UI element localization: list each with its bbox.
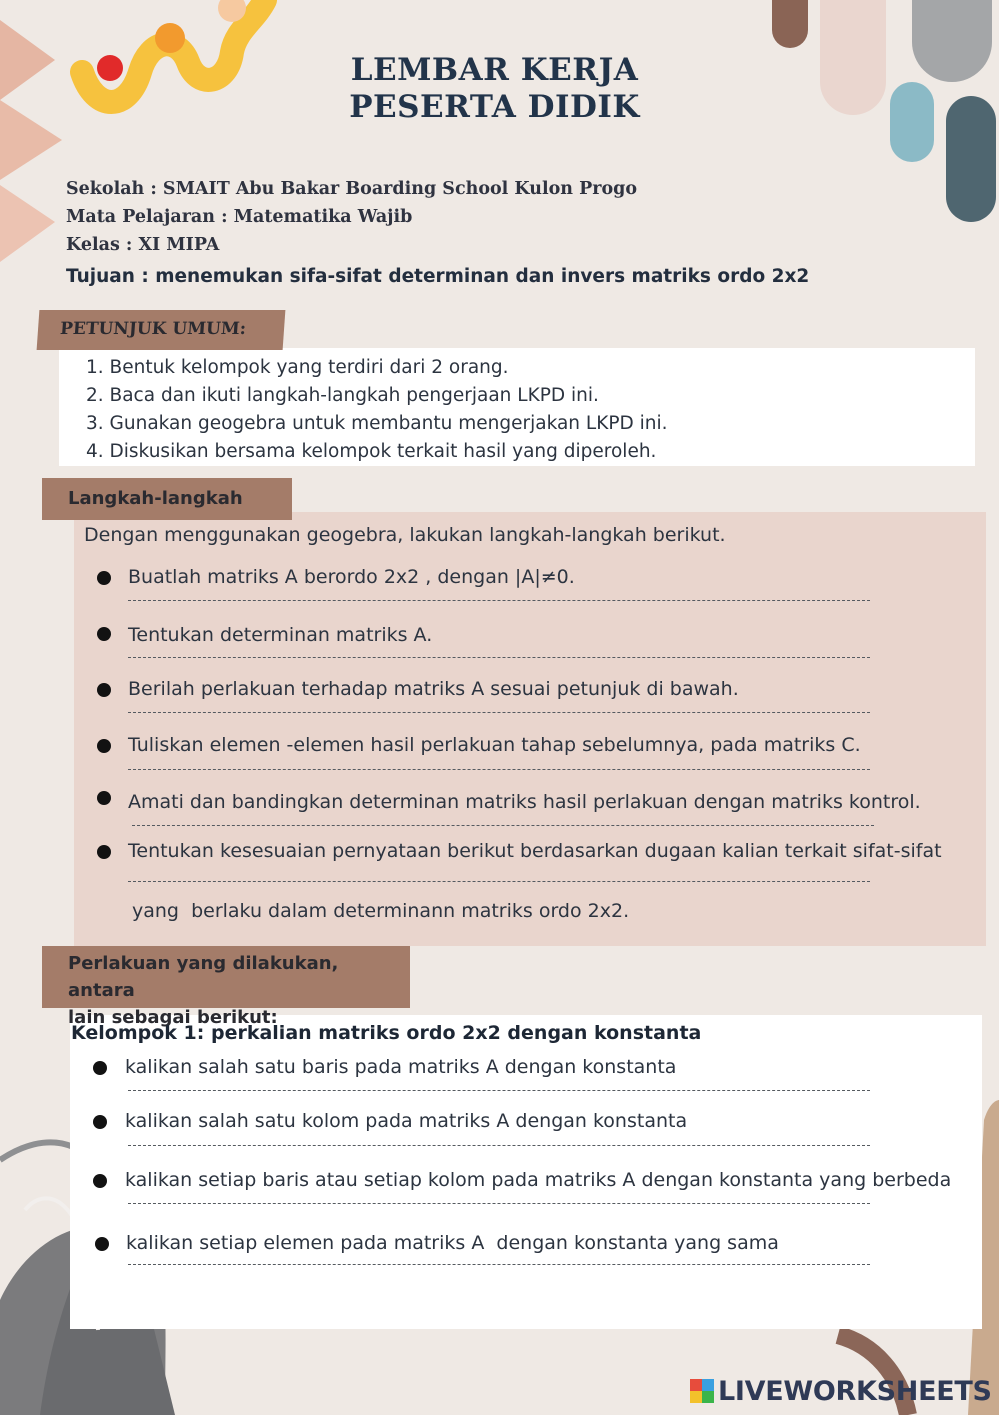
treatments-heading-line-2: lain sebagai berikut:	[68, 1007, 278, 1028]
instruction-item: 4. Diskusikan bersama kelompok terkait hasil yang diperoleh.	[86, 441, 657, 462]
step-item-continuation: yang berlaku dalam determinann matriks ordo 2x2.	[132, 900, 630, 922]
answer-line[interactable]	[128, 657, 870, 658]
instructions-list	[86, 354, 668, 466]
title-line-1: LEMBAR KERJA	[350, 52, 639, 88]
deco-dot-orange	[155, 23, 185, 53]
answer-line[interactable]	[128, 881, 870, 882]
step-item: Tentukan kesesuaian pernyataan berikut berdasarkan dugaan kalian terkait sifat-sifat	[128, 840, 942, 862]
answer-line[interactable]	[128, 712, 870, 713]
treatments-heading-tag	[42, 946, 410, 1028]
title-line-2: PESERTA DIDIK	[349, 89, 640, 125]
deco-triangle	[0, 185, 55, 262]
class-line: Kelas : XI MIPA	[66, 235, 220, 255]
answer-line[interactable]	[128, 769, 870, 770]
bullet-icon	[93, 1174, 107, 1188]
bullet-icon	[95, 1237, 109, 1251]
steps-heading-tag	[42, 478, 292, 520]
instruction-item: 3. Gunakan geogebra untuk membantu mengerjakan LKPD ini.	[86, 413, 668, 434]
step-item: Tuliskan elemen -elemen hasil perlakuan tahap sebelumnya, pada matriks C.	[128, 734, 861, 756]
instructions-heading-tag	[37, 310, 286, 350]
answer-line[interactable]	[128, 1090, 870, 1091]
treatment-item: kalikan setiap baris atau setiap kolom pada matriks A dengan konstanta yang berbeda	[125, 1169, 952, 1191]
page-title	[0, 52, 999, 126]
bullet-icon	[97, 739, 111, 753]
bullet-icon	[97, 571, 111, 585]
instruction-item: 1. Bentuk kelompok yang terdiri dari 2 orang.	[86, 357, 509, 378]
step-item: Berilah perlakuan terhadap matriks A sesuai petunjuk di bawah.	[128, 678, 739, 700]
instruction-item: 2. Baca dan ikuti langkah-langkah pengerjaan LKPD ini.	[86, 385, 599, 406]
group-title: Kelompok 1: perkalian matriks ordo 2x2 dengan konstanta	[71, 1022, 702, 1044]
bullet-icon	[97, 845, 111, 859]
answer-line[interactable]	[128, 1145, 870, 1146]
steps-intro: Dengan menggunakan geogebra, lakukan langkah-langkah berikut.	[84, 524, 726, 546]
step-item: Tentukan determinan matriks A.	[128, 624, 433, 646]
learning-goal: Tujuan : menemukan sifa-sifat determinan dan invers matriks ordo 2x2	[66, 266, 810, 287]
brand-text: LIVEWORKSHEETS	[718, 1375, 992, 1407]
answer-line[interactable]	[128, 1264, 870, 1265]
bullet-icon	[97, 627, 111, 641]
answer-line[interactable]	[128, 1203, 870, 1204]
answer-line[interactable]	[132, 825, 874, 826]
liveworksheets-brand	[690, 1374, 992, 1408]
treatments-heading-line-1: Perlakuan yang dilakukan, antara	[68, 953, 339, 1001]
treatment-item: kalikan salah satu baris pada matriks A dengan konstanta	[125, 1056, 677, 1078]
document-meta	[66, 175, 637, 259]
answer-line[interactable]	[128, 600, 870, 601]
treatment-item: kalikan setiap elemen pada matriks A dengan konstanta yang sama	[126, 1232, 779, 1254]
step-item: Buatlah matriks A berordo 2x2 , dengan |A|≠0.	[128, 566, 575, 588]
bullet-icon	[93, 1061, 107, 1075]
treatment-item: kalikan salah satu kolom pada matriks A dengan konstanta	[125, 1110, 688, 1132]
liveworksheets-logo-icon	[690, 1379, 714, 1403]
bullet-icon	[97, 683, 111, 697]
steps-heading: Langkah-langkah	[68, 488, 243, 509]
deco-bar	[772, 0, 808, 48]
instructions-heading: PETUNJUK UMUM:	[59, 319, 247, 339]
bullet-icon	[93, 1115, 107, 1129]
subject-line: Mata Pelajaran : Matematika Wajib	[66, 207, 413, 227]
school-line: Sekolah : SMAIT Abu Bakar Boarding School Kulon Progo	[66, 179, 638, 199]
step-item: Amati dan bandingkan determinan matriks hasil perlakuan dengan matriks kontrol.	[128, 791, 921, 813]
bullet-icon	[97, 791, 111, 805]
